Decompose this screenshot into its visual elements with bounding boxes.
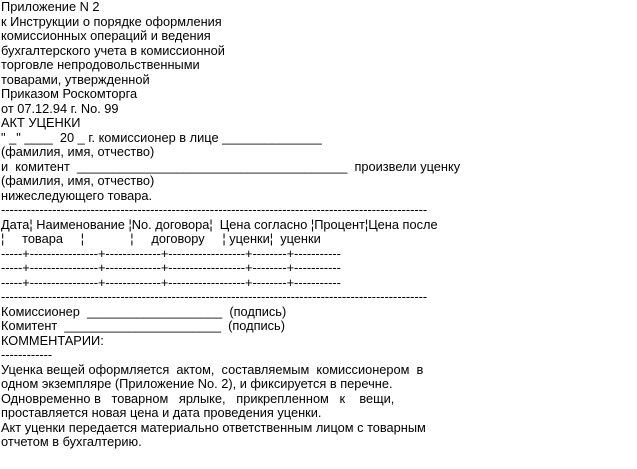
table-row: -----+----------------+-------------+------------------+--------+----------- bbox=[1, 274, 341, 290]
comments-rule: ------------ bbox=[1, 347, 53, 362]
appendix-reference-line-5: товарами, утвержденной bbox=[1, 71, 150, 87]
commissioner-name-caption: (фамилия, имя, отчество) bbox=[1, 144, 155, 159]
table-header-row-1: Дата¦ Наименование ¦No. договора¦ Цена согласно ¦Процент¦Цена после bbox=[1, 216, 438, 232]
approving-order: Приказом Роскомторга bbox=[1, 86, 138, 101]
commissioner-signature-line: Комиссионер ___________________ (подпись) bbox=[1, 303, 287, 319]
table-row: -----+----------------+-------------+------------------+--------+----------- bbox=[1, 245, 341, 261]
appendix-reference-line-3: бухгалтерского учета в комиссионной bbox=[1, 42, 225, 58]
table-row: -----+----------------+-------------+------------------+--------+----------- bbox=[1, 260, 341, 275]
table-bottom-rule: ---------------------------------------------------------------------------------------------------- bbox=[1, 289, 428, 304]
committent-name-caption: (фамилия, имя, отчество) bbox=[1, 173, 155, 188]
comment-text-line-6: отчетом в бухгалтерию. bbox=[1, 434, 142, 449]
comment-text-line-2: одном экземпляре (Приложение No. 2), и фиксируется в перечне. bbox=[1, 376, 393, 391]
comment-text-line-1: Уценка вещей оформляется актом, составляемым комиссионером в bbox=[1, 361, 424, 377]
goods-intro: нижеследующего товара. bbox=[1, 187, 153, 203]
appendix-reference-line-1: к Инструкции о порядке оформления bbox=[1, 13, 222, 29]
appendix-number: Приложение N 2 bbox=[1, 0, 100, 14]
comment-text-line-3: Одновременно в товарном ярлыке, прикрепленном к вещи, bbox=[1, 390, 395, 406]
table-top-rule: ---------------------------------------------------------------------------------------------------- bbox=[1, 202, 428, 217]
committent-signature-line: Комитент ______________________ (подпись) bbox=[1, 318, 285, 333]
appendix-reference-line-2: комиссионных операций и ведения bbox=[1, 28, 211, 43]
act-title: АКТ УЦЕНКИ bbox=[1, 115, 81, 130]
appendix-reference-line-4: торговле непродовольственными bbox=[1, 57, 200, 72]
comments-heading: КОММЕНТАРИИ: bbox=[1, 332, 104, 348]
comment-text-line-5: Акт уценки передается материально ответственным лицом с товарным bbox=[1, 419, 426, 435]
order-date: от 07.12.94 г. No. 99 bbox=[1, 100, 119, 116]
committent-line: и комитент ______________________________________ произвели уценку bbox=[1, 158, 461, 174]
table-header-row-2: ¦ товара ¦ ¦ договору ¦ уценки¦ уценки bbox=[1, 231, 321, 246]
date-commissioner-line: " _" ____ 20 _ г. комиссионер в лице ______________ bbox=[1, 129, 322, 145]
comment-text-line-4: проставляется новая цена и дата проведения уценки. bbox=[1, 405, 322, 420]
